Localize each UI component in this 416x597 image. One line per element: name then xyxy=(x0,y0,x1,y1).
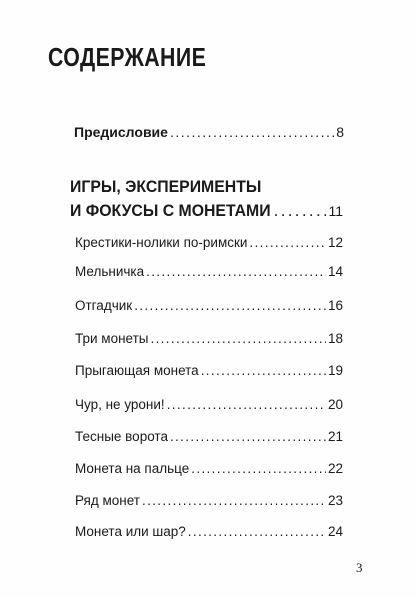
toc-entry[interactable] xyxy=(75,396,343,414)
dot-leader xyxy=(170,428,326,446)
toc-entry[interactable] xyxy=(75,330,343,348)
toc-entry-label: Предисловие xyxy=(74,124,168,140)
dot-leader xyxy=(150,330,325,348)
page-title: СОДЕРЖАНИЕ xyxy=(48,42,207,72)
dot-leader xyxy=(146,263,326,281)
toc-section-entry[interactable] xyxy=(70,200,343,222)
toc-entry-page: 14 xyxy=(327,264,343,279)
toc-entry-label: Прыгающая монета xyxy=(75,363,199,378)
dot-leader xyxy=(142,492,326,510)
toc-entry-label: Отгадчик xyxy=(75,298,133,313)
toc-entry-page: 24 xyxy=(327,524,343,539)
toc-entry-label: Тесные ворота xyxy=(75,429,168,444)
toc-entry[interactable] xyxy=(75,523,343,541)
toc-entry[interactable] xyxy=(75,263,343,281)
toc-entry[interactable] xyxy=(75,234,343,252)
toc-entry-label: Три монеты xyxy=(75,331,149,346)
toc-entry-label: Мельничка xyxy=(75,264,145,279)
toc-entry-page: 19 xyxy=(327,363,343,378)
toc-entry-page: 18 xyxy=(327,331,343,346)
toc-entry[interactable] xyxy=(75,428,343,446)
toc-entry-page: 8 xyxy=(336,124,344,140)
dot-leader xyxy=(274,200,327,222)
toc-entry-page: 12 xyxy=(327,235,343,250)
dot-leader xyxy=(170,123,334,141)
toc-entry-page: 20 xyxy=(327,397,343,412)
toc-entry-page: 22 xyxy=(327,461,343,476)
toc-entry-preface[interactable] xyxy=(74,123,344,141)
toc-entry-label: Монета или шар? xyxy=(75,524,186,539)
toc-entry-page: 16 xyxy=(327,298,343,313)
toc-entry[interactable] xyxy=(75,492,343,510)
section-title-line1: ИГРЫ, ЭКСПЕРИМЕНТЫ xyxy=(70,177,262,196)
toc-entry-label: Крестики-нолики по-римски xyxy=(75,235,248,250)
dot-leader xyxy=(188,523,326,541)
toc-entry-label: Чур, не урони! xyxy=(75,397,165,412)
toc-entry-label: Ряд монет xyxy=(75,493,140,508)
toc-entry[interactable] xyxy=(75,460,343,478)
toc-entry-page: 11 xyxy=(328,203,343,219)
section-title-line2: И ФОКУСЫ С МОНЕТАМИ xyxy=(70,201,271,220)
dot-leader xyxy=(201,362,326,380)
dot-leader xyxy=(167,396,326,414)
page-number: 3 xyxy=(356,560,363,575)
toc-entry-label: Монета на пальце xyxy=(75,461,190,476)
toc-entry-page: 23 xyxy=(327,493,343,508)
dot-leader xyxy=(249,234,326,252)
dot-leader xyxy=(191,460,326,478)
toc-entry-page: 21 xyxy=(327,429,343,444)
toc-entry[interactable] xyxy=(75,362,343,380)
toc-entry[interactable] xyxy=(75,297,343,315)
dot-leader xyxy=(134,297,326,315)
